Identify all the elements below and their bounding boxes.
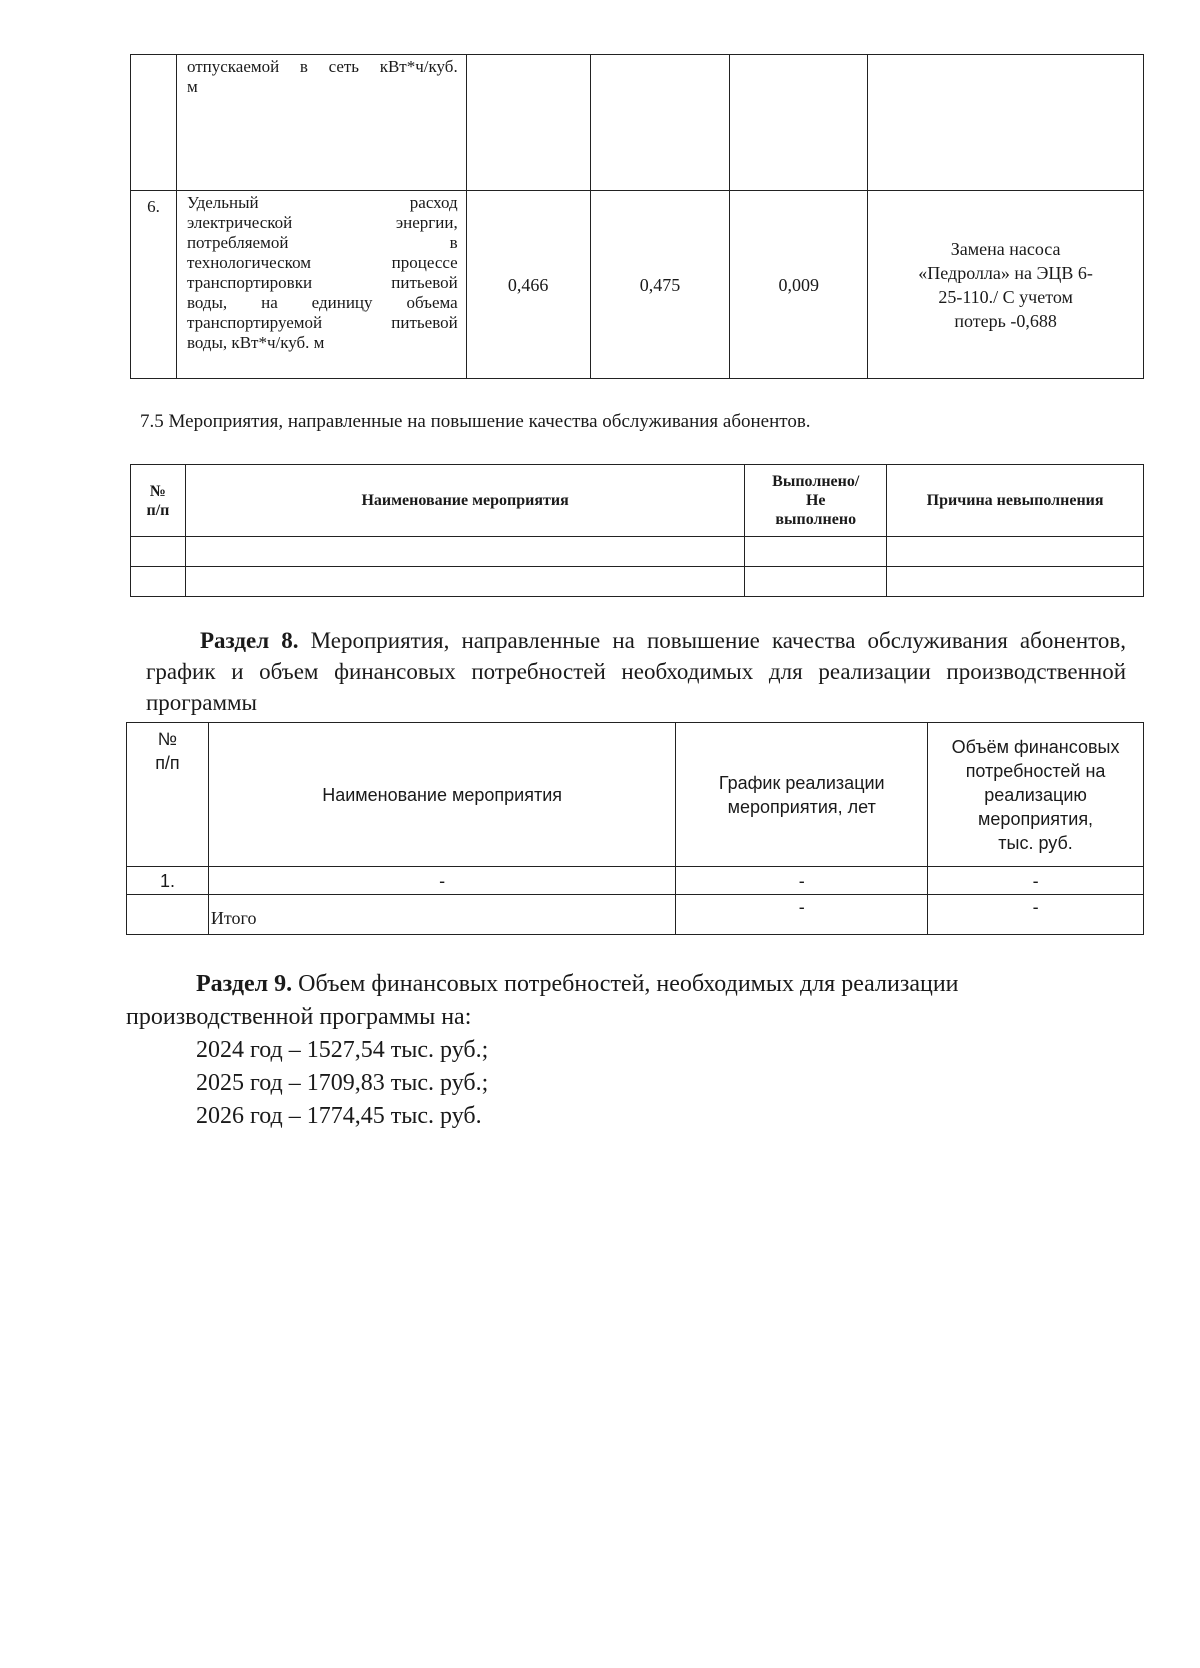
section-9-label: Раздел 9. — [196, 971, 293, 997]
value-cell: 0,466 — [466, 191, 590, 379]
header-line: Не — [805, 492, 826, 509]
year-line: 2024 год – 1527,54 тыс. руб.; — [196, 1037, 489, 1063]
value-cell: 0,475 — [590, 191, 730, 379]
note-cell — [868, 191, 1144, 379]
column-header-name: Наименование мероприятия — [208, 723, 675, 867]
note-line: потерь -0,688 — [954, 310, 1057, 331]
table-row — [131, 537, 1144, 567]
section-9-paragraph — [126, 968, 1126, 1133]
header-line: Объём финансовых — [951, 736, 1120, 757]
row-name-line: технологическом процессе — [186, 253, 458, 272]
column-header-schedule — [676, 723, 928, 867]
note-line: 25-110./ С учетом — [938, 286, 1073, 307]
year-line: 2026 год – 1774,45 тыс. руб. — [196, 1103, 482, 1129]
table-cell — [127, 895, 209, 935]
table-total-row — [127, 895, 1144, 935]
header-line: реализацию — [984, 784, 1087, 805]
row-name-line: воды, кВт*ч/куб. м — [186, 333, 325, 352]
section-8-paragraph — [146, 625, 1126, 718]
section-7-5-title: 7.5 Мероприятия, направленные на повышение качества обслуживания абонентов. — [140, 411, 811, 432]
header-line: Выполнено/ — [772, 473, 860, 490]
table-cell — [466, 55, 590, 191]
header-line: тыс. руб. — [998, 832, 1073, 853]
total-schedule: - — [676, 895, 928, 935]
section-8-text: Мероприятия, направленные на повышение качества обслуживания абонентов, график и объем финансовых потребностей необходимых для реализации производственной программы — [146, 628, 1126, 715]
total-label: Итого — [208, 895, 675, 935]
value-cell: 0,009 — [730, 191, 868, 379]
header-line: мероприятия, — [978, 808, 1094, 829]
table-row — [131, 55, 1144, 191]
table-cell — [131, 537, 186, 567]
table-row — [131, 191, 1144, 379]
table-cell — [131, 567, 186, 597]
row-name-line: электрической энергии, — [186, 213, 458, 232]
row-name-line: транспортируемой питьевой — [186, 313, 458, 332]
table-cell — [887, 537, 1144, 567]
row-number: 1. — [127, 867, 209, 895]
header-line: потребностей на — [965, 760, 1106, 781]
financial-needs-table — [126, 722, 1144, 935]
header-line: выполнено — [775, 511, 857, 528]
table-cell — [185, 567, 744, 597]
row-name — [176, 191, 466, 379]
column-header-number — [131, 465, 186, 537]
column-header-number — [127, 723, 209, 867]
table-cell — [176, 55, 466, 191]
row-name: - — [208, 867, 675, 895]
service-quality-table — [130, 464, 1144, 597]
section-9-text: Объем финансовых потребностей, необходимых для реализации производственной программы на: — [126, 971, 959, 1030]
table-header-row — [131, 465, 1144, 537]
row-schedule: - — [676, 867, 928, 895]
table-cell — [745, 567, 887, 597]
header-line: п/п — [146, 501, 170, 519]
row-name-line: воды, на единицу объема — [186, 293, 458, 312]
note-line: «Педролла» на ЭЦВ 6- — [918, 262, 1093, 283]
table-cell — [745, 537, 887, 567]
year-line: 2025 год – 1709,83 тыс. руб.; — [196, 1070, 489, 1096]
header-line: № — [149, 482, 166, 500]
header-line: мероприятия, лет — [727, 796, 876, 817]
table-cell — [887, 567, 1144, 597]
table-cell — [730, 55, 868, 191]
section-8-label: Раздел 8. — [200, 628, 299, 653]
row-name-line: отпускаемой в сеть кВт*ч/куб. — [186, 57, 458, 76]
row-name-line: транспортировки питьевой — [186, 273, 458, 292]
column-header-financing — [928, 723, 1144, 867]
column-header-reason: Причина невыполнения — [887, 465, 1144, 537]
table-cell — [868, 55, 1144, 191]
table-row — [127, 867, 1144, 895]
header-line: № — [157, 729, 178, 749]
total-financing: - — [928, 895, 1144, 935]
column-header-name: Наименование мероприятия — [185, 465, 744, 537]
header-line: п/п — [155, 753, 180, 773]
row-name-line: м — [186, 77, 198, 96]
column-header-done — [745, 465, 887, 537]
indicators-table — [130, 54, 1144, 379]
note-line: Замена насоса — [950, 238, 1061, 259]
table-cell — [131, 55, 177, 191]
table-header-row — [127, 723, 1144, 867]
table-cell — [185, 537, 744, 567]
row-name-line: потребляемой в — [186, 233, 458, 252]
header-line: График реализации — [718, 772, 885, 793]
row-name-line: Удельный расход — [186, 193, 458, 212]
row-number: 6. — [131, 191, 177, 379]
table-cell — [590, 55, 730, 191]
section-9-lead — [126, 968, 1126, 1034]
table-row — [131, 567, 1144, 597]
row-financing: - — [928, 867, 1144, 895]
